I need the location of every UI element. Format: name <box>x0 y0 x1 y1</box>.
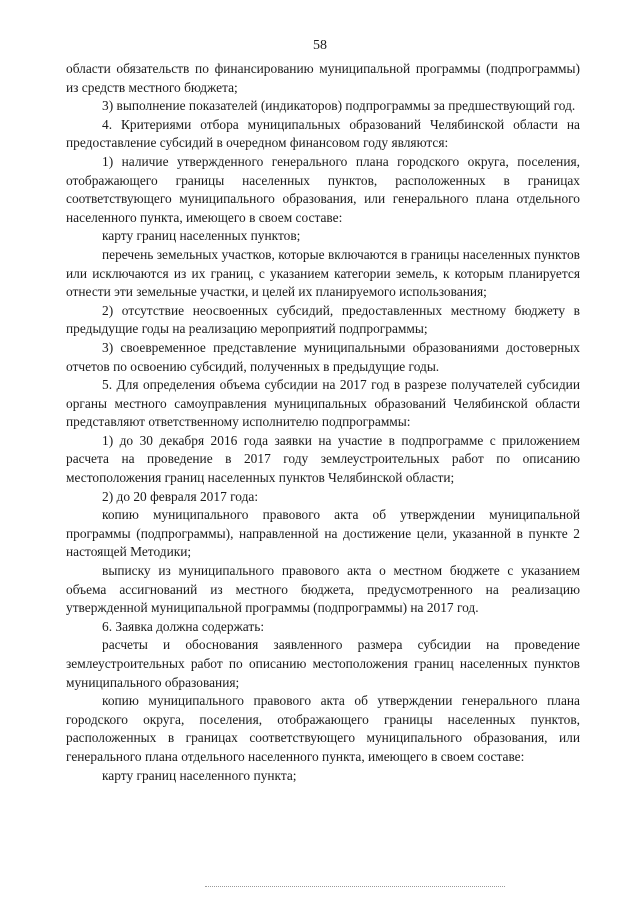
paragraph-12: копию муниципального правового акта об утверждении муниципальной программы (подпрограммы), направленной на достижение цели, указанной в пункте 2 настоящей Методики; <box>66 507 580 560</box>
paragraph-9: 5. Для определения объема субсидии на 2017 год в разрезе получателей субсидии органы местного самоуправления муниципальных образований Челябинской области представляют ответственному исполнителю подпрограммы: <box>66 377 580 430</box>
document-body <box>66 60 580 785</box>
paragraph-3: 4. Критериями отбора муниципальных образований Челябинской области на предоставление субсидий в очередном финансовом году являются: <box>66 116 580 151</box>
paragraph-7: 2) отсутствие неосвоенных субсидий, предоставленных местному бюджету в предыдущие годы на реализацию мероприятий подпрограммы; <box>66 302 580 337</box>
paragraph-16: копию муниципального правового акта об утверждении генерального плана городского округа, поселения, отображающего границы населенных пунктов, расположенных в границах соответствующего муниципального образования, или генерального плана отдельного населенного пункта, имеющего в своем составе: <box>66 693 580 764</box>
page-number: 58 <box>313 38 327 53</box>
paragraph-2: 3) выполнение показателей (индикаторов) подпрограммы за предшествующий год. <box>102 98 576 114</box>
paragraph-1: области обязательств по финансированию муниципальной программы (подпрограммы) из средств местного бюджета; <box>66 61 580 95</box>
paragraph-5: карту границ населенных пунктов; <box>102 228 301 244</box>
paragraph-8: 3) своевременное представление муниципальными образованиями достоверных отчетов по освоению субсидий, полученных в предыдущие годы. <box>66 339 580 374</box>
paragraph-15: расчеты и обоснования заявленного размера субсидии на проведение землеустроительных работ по описанию местоположения границ населенных пунктов муниципального образования; <box>66 637 580 690</box>
paragraph-4: 1) наличие утвержденного генерального плана городского округа, поселения, отображающего границы населенных пунктов, расположенных в границах соответствующего муниципального образования, или генерального плана отдельного населенного пункта, имеющего в своем составе: <box>66 153 580 225</box>
paragraph-11: 2) до 20 февраля 2017 года: <box>102 488 259 504</box>
footer-divider <box>205 886 505 887</box>
paragraph-13: выписку из муниципального правового акта о местном бюджете с указанием объема ассигнований из местного бюджета, предусмотренного на реализацию утвержденной муниципальной программы (подпрограммы) на 2017 год. <box>66 563 580 616</box>
paragraph-10: 1) до 30 декабря 2016 года заявки на участие в подпрограмме с приложением расчета на проведение в 2017 году землеустроительных работ по описанию местоположения границ населенных пунктов Челябинской области; <box>66 432 580 486</box>
paragraph-17: карту границ населенного пункта; <box>102 767 297 783</box>
paragraph-6: перечень земельных участков, которые включаются в границы населенных пунктов или исключаются из их границ, с указанием категории земель, к которым планируется отнести эти земельные участки, и целей их планируемого использования; <box>66 246 580 300</box>
paragraph-14: 6. Заявка должна содержать: <box>102 618 265 634</box>
